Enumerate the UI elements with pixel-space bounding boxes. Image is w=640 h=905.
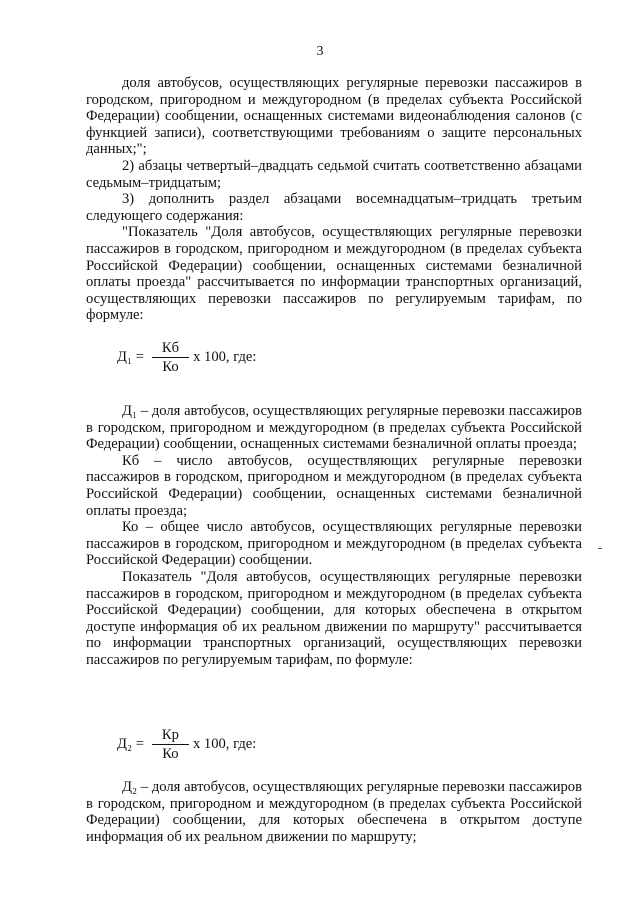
paragraph: Д₁ – доля автобусов, осуществляющих регулярные перевозки пассажиров в городском, пригородном и междугородном (в пределах субъекта Российской Федерации) сообщении, оснащенных системами безналичной оплаты проезда; (86, 403, 582, 453)
paragraph: доля автобусов, осуществляющих регулярные перевозки пассажиров в городском, пригородном и междугородном (в пределах субъекта Российской Федерации) сообщении, оснащенных системами видеонаблюдения салонов (с функцией записи), соответствующими требованиям о защите персональных данных;"; (86, 75, 582, 158)
formula-lhs: Д₂ = (117, 736, 144, 752)
text-block-1 (86, 75, 582, 324)
text-block-3 (86, 779, 582, 845)
formula-rhs: x 100, где: (192, 736, 257, 752)
margin-mark (598, 548, 602, 549)
paragraph: 3) дополнить раздел абзацами восемнадцатым–тридцать третьим следующего содержания: (86, 191, 582, 224)
paragraph: Д₂ – доля автобусов, осуществляющих регулярные перевозки пассажиров в городском, пригородном и междугородном (в пределах субъекта Российской Федерации) сообщении, для которых обеспечена в открытом доступе информация об их реальном движении по маршруту; (86, 779, 582, 845)
page-number: 3 (316, 44, 324, 59)
formula-fraction (152, 340, 189, 375)
formula-numerator: Кб (152, 340, 189, 358)
formula-numerator: Кр (152, 727, 189, 745)
formula-d1 (117, 340, 256, 375)
formula-denominator: Ко (162, 746, 179, 762)
formula-d2 (117, 727, 256, 762)
text-block-2 (86, 403, 582, 669)
formula-fraction (152, 727, 189, 762)
paragraph: "Показатель "Доля автобусов, осуществляющих регулярные перевозки пассажиров в городском, пригородном и междугородном (в пределах субъекта Российской Федерации) сообщении, оснащенных системами безналичной оплаты проезда" рассчитывается по информации транспортных организаций, осуществляющих перевозки пассажиров по регулируемым тарифам, по формуле: (86, 224, 582, 324)
formula-lhs: Д₁ = (117, 349, 144, 365)
paragraph: Показатель "Доля автобусов, осуществляющих регулярные перевозки пассажиров в городском, пригородном и междугородном (в пределах субъекта Российской Федерации) сообщении, для которых обеспечена в открытом доступе информация об их реальном движении по маршруту" рассчитывается по информации транспортных организаций, осуществляющих перевозки пассажиров по регулируемым тарифам, по формуле: (86, 568, 582, 668)
formula-denominator: Ко (162, 359, 179, 375)
paragraph: Кб – число автобусов, осуществляющих регулярные перевозки пассажиров в городском, пригородном и междугородном (в пределах субъекта Российской Федерации) сообщении, оснащенных системами безналичной оплаты проезда; (86, 452, 582, 519)
formula-rhs: x 100, где: (193, 349, 257, 365)
paragraph: Ко – общее число автобусов, осуществляющих регулярные перевозки пассажиров в городском, пригородном и междугородном (в пределах субъекта Российской Федерации) сообщении. (86, 519, 582, 569)
paragraph: 2) абзацы четвертый–двадцать седьмой считать соответственно абзацами седьмым–тридцатым; (86, 157, 582, 191)
